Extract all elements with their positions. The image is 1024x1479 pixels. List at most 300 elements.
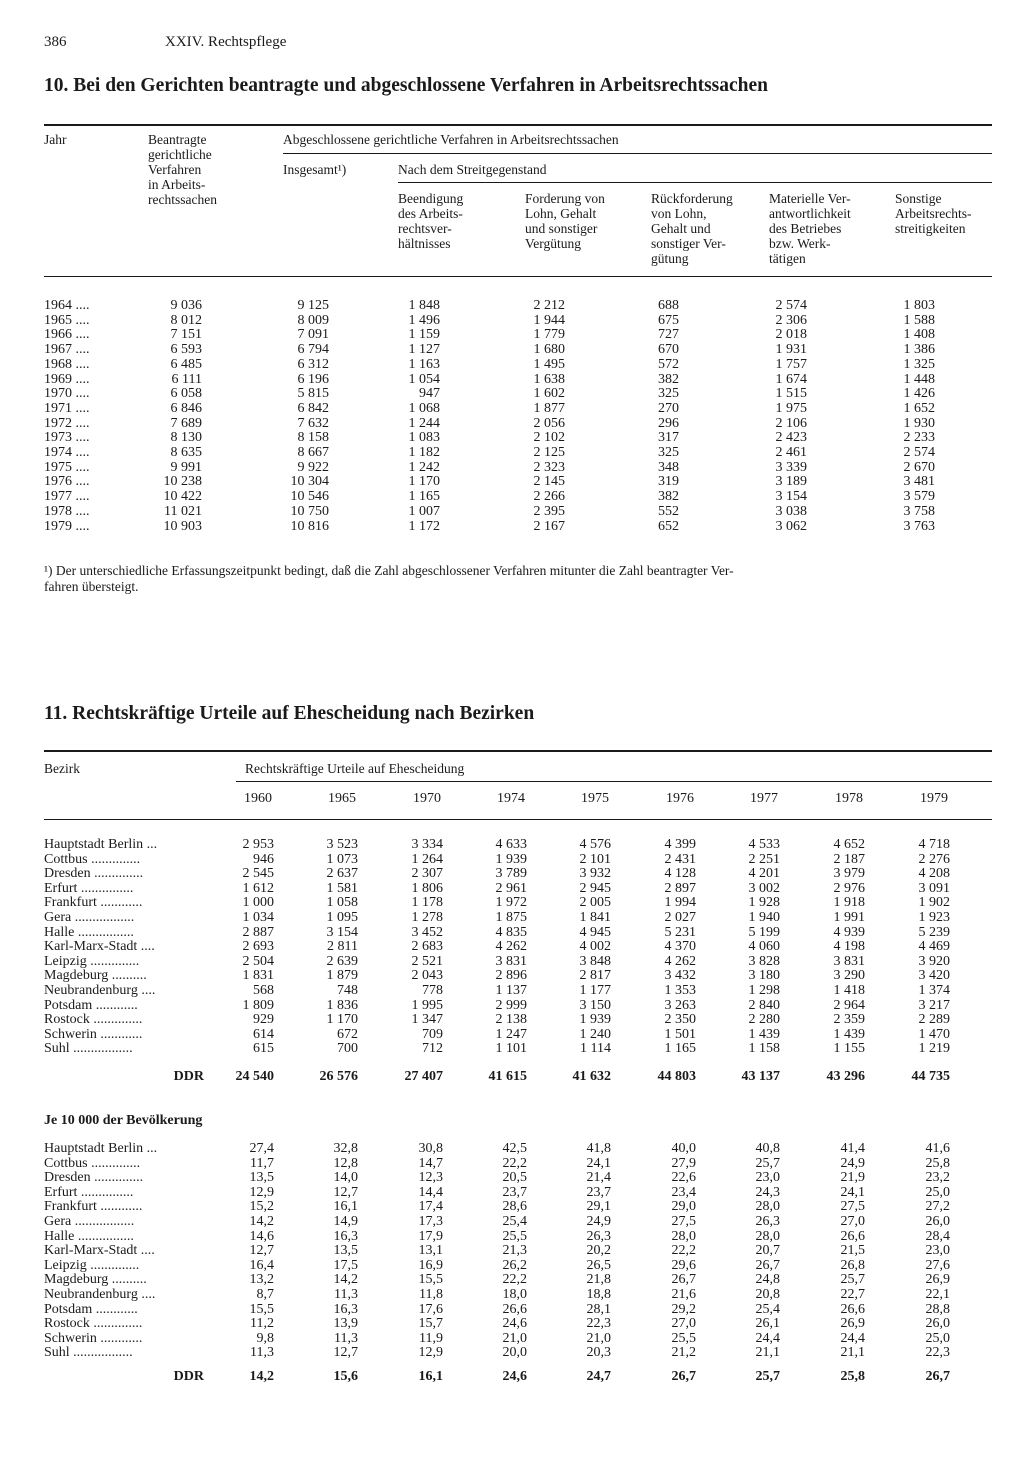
bezirk-cell: Halle ................ [44, 1229, 134, 1244]
value-cell: 1 170 [408, 474, 440, 489]
value-cell: 1 264 [411, 852, 443, 867]
value-cell: 3 038 [775, 504, 807, 519]
value-cell: 12,7 [333, 1345, 358, 1360]
value-cell: 27,6 [925, 1258, 950, 1273]
value-cell: 21,0 [586, 1331, 611, 1346]
value-cell: 1 386 [903, 342, 935, 357]
value-cell: 1 095 [326, 910, 358, 925]
value-cell: 24,3 [755, 1185, 780, 1200]
table11-top-rule [44, 750, 992, 752]
value-cell: 3 848 [579, 954, 611, 969]
value-cell: 675 [658, 313, 679, 328]
bezirk-cell: Cottbus .............. [44, 1156, 141, 1171]
value-cell: 8 158 [297, 430, 329, 445]
value-cell: 4 060 [748, 939, 780, 954]
value-cell: 319 [658, 474, 679, 489]
value-cell: 1 244 [408, 416, 440, 431]
value-cell: 25,4 [502, 1214, 527, 1229]
value-cell: 2 359 [833, 1012, 865, 1027]
table10-header-insgesamt: Insgesamt¹) [283, 162, 347, 177]
value-cell: 14,9 [333, 1214, 358, 1229]
value-cell: 325 [658, 386, 679, 401]
table10-group-rule [283, 153, 992, 154]
value-cell: 21,3 [502, 1243, 527, 1258]
header-line: des Betriebes [769, 221, 842, 236]
value-cell: 15,5 [249, 1302, 274, 1317]
value-cell: 2 101 [579, 852, 611, 867]
value-cell: 3 523 [326, 837, 358, 852]
value-cell: 1 298 [748, 983, 780, 998]
value-cell: 21,1 [840, 1345, 865, 1360]
value-cell: 2 289 [918, 1012, 950, 1027]
value-cell: 18,8 [586, 1287, 611, 1302]
bezirk-cell: Magdeburg .......... [44, 1272, 147, 1287]
value-cell: 6 842 [297, 401, 329, 416]
table10-header-rueckforderung [651, 191, 733, 266]
value-cell: 3 189 [775, 474, 807, 489]
year-cell: 1966 .... [44, 327, 90, 342]
value-cell: 9 922 [297, 460, 329, 475]
value-cell: 2 266 [533, 489, 565, 504]
value-cell: 2 461 [775, 445, 807, 460]
value-cell: 1 806 [411, 881, 443, 896]
value-cell: 652 [658, 519, 679, 534]
year-cell: 1965 .... [44, 313, 90, 328]
value-cell: 8 667 [297, 445, 329, 460]
value-cell: 23,0 [755, 1170, 780, 1185]
value-cell: 1 137 [495, 983, 527, 998]
year-cell: 1964 .... [44, 298, 90, 313]
value-cell: 1 501 [664, 1027, 696, 1042]
value-cell: 3 263 [664, 998, 696, 1013]
bezirk-cell: Potsdam ............ [44, 1302, 138, 1317]
value-cell: 2 423 [775, 430, 807, 445]
total-value: 25,8 [840, 1369, 865, 1384]
value-cell: 2 945 [579, 881, 611, 896]
value-cell: 26,0 [925, 1316, 950, 1331]
value-cell: 10 422 [163, 489, 202, 504]
value-cell: 3 002 [748, 881, 780, 896]
value-cell: 24,1 [840, 1185, 865, 1200]
value-cell: 17,5 [333, 1258, 358, 1273]
value-cell: 23,4 [671, 1185, 696, 1200]
value-cell: 1 918 [833, 895, 865, 910]
value-cell: 11,3 [334, 1287, 358, 1302]
value-cell: 13,5 [249, 1170, 274, 1185]
value-cell: 1 994 [664, 895, 696, 910]
table10-header-bottom-rule [44, 276, 992, 277]
value-cell: 1 034 [242, 910, 274, 925]
value-cell: 3 831 [495, 954, 527, 969]
value-cell: 1 470 [918, 1027, 950, 1042]
value-cell: 8 635 [170, 445, 202, 460]
value-cell: 2 276 [918, 852, 950, 867]
value-cell: 8 130 [170, 430, 202, 445]
value-cell: 12,9 [249, 1185, 274, 1200]
value-cell: 24,4 [755, 1331, 780, 1346]
year-cell: 1970 .... [44, 386, 90, 401]
value-cell: 2 976 [833, 881, 865, 896]
table10-header-materielle [769, 191, 851, 266]
header-line: rechtsver- [398, 221, 452, 236]
header-line: Materielle Ver- [769, 191, 851, 206]
header-line: Beendigung [398, 191, 464, 206]
value-cell: 8,7 [256, 1287, 274, 1302]
year-cell: 1976 .... [44, 474, 90, 489]
value-cell: 6 111 [171, 372, 202, 387]
value-cell: 25,4 [755, 1302, 780, 1317]
value-cell: 712 [422, 1041, 443, 1056]
value-cell: 1 779 [533, 327, 565, 342]
bezirk-cell: Karl-Marx-Stadt .... [44, 939, 155, 954]
value-cell: 3 432 [664, 968, 696, 983]
value-cell: 1 848 [408, 298, 440, 313]
value-cell: 16,9 [418, 1258, 443, 1273]
year-header: 1979 [920, 791, 948, 806]
value-cell: 2 251 [748, 852, 780, 867]
value-cell: 7 689 [170, 416, 202, 431]
value-cell: 3 920 [918, 954, 950, 969]
table10-header-sonstige [895, 191, 971, 236]
value-cell: 25,5 [671, 1331, 696, 1346]
total-value: 44 803 [657, 1069, 696, 1084]
value-cell: 3 763 [903, 519, 935, 534]
value-cell: 3 452 [411, 925, 443, 940]
value-cell: 1 158 [748, 1041, 780, 1056]
value-cell: 4 718 [918, 837, 950, 852]
page-number: 386 [44, 34, 67, 50]
value-cell: 28,6 [502, 1199, 527, 1214]
value-cell: 2 953 [242, 837, 274, 852]
value-cell: 27,9 [671, 1156, 696, 1171]
value-cell: 1 054 [408, 372, 440, 387]
value-cell: 15,5 [418, 1272, 443, 1287]
value-cell: 2 307 [411, 866, 443, 881]
value-cell: 2 350 [664, 1012, 696, 1027]
table11-header-group: Rechtskräftige Urteile auf Ehescheidung [245, 761, 465, 776]
year-cell: 1974 .... [44, 445, 90, 460]
table10-top-rule [44, 124, 992, 126]
header-line: Arbeitsrechts- [895, 206, 972, 221]
value-cell: 2 545 [242, 866, 274, 881]
value-cell: 4 262 [664, 954, 696, 969]
value-cell: 3 979 [833, 866, 865, 881]
value-cell: 3 290 [833, 968, 865, 983]
value-cell: 12,7 [249, 1243, 274, 1258]
value-cell: 22,3 [925, 1345, 950, 1360]
value-cell: 727 [658, 327, 679, 342]
value-cell: 946 [253, 852, 274, 867]
value-cell: 41,8 [586, 1141, 611, 1156]
value-cell: 1 114 [580, 1041, 611, 1056]
value-cell: 3 932 [579, 866, 611, 881]
value-cell: 1 159 [408, 327, 440, 342]
bezirk-cell: Suhl ................. [44, 1041, 133, 1056]
value-cell: 670 [658, 342, 679, 357]
value-cell: 21,5 [840, 1243, 865, 1258]
value-cell: 9 036 [170, 298, 202, 313]
year-cell: 1973 .... [44, 430, 90, 445]
value-cell: 28,0 [755, 1199, 780, 1214]
year-cell: 1969 .... [44, 372, 90, 387]
value-cell: 2 431 [664, 852, 696, 867]
year-cell: 1967 .... [44, 342, 90, 357]
value-cell: 947 [419, 386, 440, 401]
value-cell: 28,4 [925, 1229, 950, 1244]
value-cell: 672 [337, 1027, 358, 1042]
bezirk-cell: Hauptstadt Berlin ... [44, 837, 158, 852]
year-header: 1977 [750, 791, 778, 806]
table10-footnote [44, 563, 734, 595]
header-line: gerichtliche [148, 147, 212, 162]
value-cell: 8 012 [170, 313, 202, 328]
value-cell: 1 172 [408, 519, 440, 534]
value-cell: 11,2 [250, 1316, 274, 1331]
value-cell: 709 [422, 1027, 443, 1042]
value-cell: 2 145 [533, 474, 565, 489]
value-cell: 1 178 [411, 895, 443, 910]
value-cell: 552 [658, 504, 679, 519]
value-cell: 1 680 [533, 342, 565, 357]
value-cell: 26,0 [925, 1214, 950, 1229]
value-cell: 615 [253, 1041, 274, 1056]
value-cell: 4 399 [664, 837, 696, 852]
value-cell: 1 581 [326, 881, 358, 896]
header-line: Vergütung [525, 236, 581, 251]
value-cell: 700 [337, 1041, 358, 1056]
value-cell: 1 515 [775, 386, 807, 401]
value-cell: 7 151 [170, 327, 202, 342]
value-cell: 17,6 [418, 1302, 443, 1317]
value-cell: 5 815 [297, 386, 329, 401]
value-cell: 2 840 [748, 998, 780, 1013]
header-line: tätigen [769, 251, 806, 266]
year-cell: 1979 .... [44, 519, 90, 534]
value-cell: 12,8 [333, 1156, 358, 1171]
value-cell: 6 846 [170, 401, 202, 416]
header-line: Rückforderung [651, 191, 733, 206]
value-cell: 1 170 [326, 1012, 358, 1027]
value-cell: 4 208 [918, 866, 950, 881]
value-cell: 10 304 [290, 474, 329, 489]
year-header: 1970 [413, 791, 441, 806]
header-line: und sonstiger [525, 221, 598, 236]
value-cell: 317 [658, 430, 679, 445]
value-cell: 27,0 [840, 1214, 865, 1229]
value-cell: 26,6 [840, 1302, 865, 1317]
value-cell: 1 165 [408, 489, 440, 504]
value-cell: 1 652 [903, 401, 935, 416]
total-value: 25,7 [755, 1369, 780, 1384]
value-cell: 1 674 [775, 372, 807, 387]
value-cell: 1 426 [903, 386, 935, 401]
value-cell: 4 198 [833, 939, 865, 954]
value-cell: 11,8 [419, 1287, 443, 1302]
value-cell: 3 339 [775, 460, 807, 475]
value-cell: 14,4 [418, 1185, 443, 1200]
value-cell: 6 058 [170, 386, 202, 401]
value-cell: 16,3 [333, 1302, 358, 1317]
value-cell: 4 002 [579, 939, 611, 954]
value-cell: 2 106 [775, 416, 807, 431]
value-cell: 688 [658, 298, 679, 313]
value-cell: 1 007 [408, 504, 440, 519]
value-cell: 2 693 [242, 939, 274, 954]
value-cell: 7 632 [297, 416, 329, 431]
header-line: Sonstige [895, 191, 942, 206]
value-cell: 16,3 [333, 1229, 358, 1244]
header-line: Lohn, Gehalt [525, 206, 597, 221]
value-cell: 929 [253, 1012, 274, 1027]
bezirk-cell: Leipzig .............. [44, 1258, 140, 1273]
bezirk-cell: Rostock .............. [44, 1012, 143, 1027]
value-cell: 1 163 [408, 357, 440, 372]
year-header: 1965 [328, 791, 356, 806]
value-cell: 3 758 [903, 504, 935, 519]
total-value: 24,6 [502, 1369, 527, 1384]
value-cell: 1 995 [411, 998, 443, 1013]
value-cell: 1 809 [242, 998, 274, 1013]
value-cell: 2 637 [326, 866, 358, 881]
value-cell: 26,2 [502, 1258, 527, 1273]
table10-header-jahr: Jahr [44, 132, 67, 147]
header-line: in Arbeits- [148, 177, 206, 192]
value-cell: 27,5 [840, 1199, 865, 1214]
table10-header-beantragte [148, 132, 217, 207]
value-cell: 6 196 [297, 372, 329, 387]
value-cell: 3 154 [326, 925, 358, 940]
total-value: 43 296 [826, 1069, 865, 1084]
value-cell: 21,0 [502, 1331, 527, 1346]
value-cell: 6 312 [297, 357, 329, 372]
value-cell: 1 991 [833, 910, 865, 925]
value-cell: 20,0 [502, 1345, 527, 1360]
value-cell: 3 831 [833, 954, 865, 969]
value-cell: 29,2 [671, 1302, 696, 1317]
bezirk-cell: Potsdam ............ [44, 998, 138, 1013]
year-header: 1976 [666, 791, 694, 806]
bezirk-cell: Schwerin ............ [44, 1331, 143, 1346]
header-line: antwortlichkeit [769, 206, 851, 221]
value-cell: 12,3 [418, 1170, 443, 1185]
header-line: Gehalt und [651, 221, 711, 236]
table10-title: 10. Bei den Gerichten beantragte und abgeschlossene Verfahren in Arbeitsrechtssachen [44, 75, 769, 96]
value-cell: 1 439 [833, 1027, 865, 1042]
value-cell: 1 347 [411, 1012, 443, 1027]
value-cell: 382 [658, 489, 679, 504]
value-cell: 28,8 [925, 1302, 950, 1317]
value-cell: 2 999 [495, 998, 527, 1013]
value-cell: 1 831 [242, 968, 274, 983]
value-cell: 2 504 [242, 954, 274, 969]
year-cell: 1977 .... [44, 489, 90, 504]
table11-title: 11. Rechtskräftige Urteile auf Ehescheidung nach Bezirken [44, 703, 535, 724]
value-cell: 24,8 [755, 1272, 780, 1287]
value-cell: 6 593 [170, 342, 202, 357]
value-cell: 5 231 [664, 925, 696, 940]
value-cell: 4 633 [495, 837, 527, 852]
bezirk-cell: Erfurt ............... [44, 1185, 134, 1200]
total-label: DDR [173, 1369, 204, 1384]
table10-subgroup-rule [398, 182, 992, 183]
value-cell: 3 091 [918, 881, 950, 896]
value-cell: 2 817 [579, 968, 611, 983]
value-cell: 26,6 [502, 1302, 527, 1317]
value-cell: 2 323 [533, 460, 565, 475]
bezirk-cell: Rostock .............. [44, 1316, 143, 1331]
total-value: 24 540 [235, 1069, 274, 1084]
value-cell: 22,3 [586, 1316, 611, 1331]
value-cell: 25,7 [840, 1272, 865, 1287]
value-cell: 13,9 [333, 1316, 358, 1331]
value-cell: 1 931 [775, 342, 807, 357]
value-cell: 29,6 [671, 1258, 696, 1273]
value-cell: 2 670 [903, 460, 935, 475]
value-cell: 3 579 [903, 489, 935, 504]
table10-header-forderung [525, 191, 605, 251]
value-cell: 2 683 [411, 939, 443, 954]
value-cell: 296 [658, 416, 679, 431]
value-cell: 2 212 [533, 298, 565, 313]
value-cell: 382 [658, 372, 679, 387]
value-cell: 2 521 [411, 954, 443, 969]
value-cell: 21,4 [586, 1170, 611, 1185]
bezirk-cell: Hauptstadt Berlin ... [44, 1141, 158, 1156]
value-cell: 25,0 [925, 1331, 950, 1346]
value-cell: 14,6 [249, 1229, 274, 1244]
total-value: 26,7 [671, 1369, 696, 1384]
bezirk-cell: Gera ................. [44, 1214, 135, 1229]
value-cell: 28,1 [586, 1302, 611, 1317]
value-cell: 2 138 [495, 1012, 527, 1027]
value-cell: 1 353 [664, 983, 696, 998]
value-cell: 1 408 [903, 327, 935, 342]
total-value: 41 615 [488, 1069, 527, 1084]
total-value: 24,7 [586, 1369, 611, 1384]
value-cell: 9 125 [297, 298, 329, 313]
bezirk-cell: Neubrandenburg .... [44, 983, 156, 998]
table11-group-rule [236, 781, 992, 782]
value-cell: 24,9 [586, 1214, 611, 1229]
value-cell: 614 [253, 1027, 274, 1042]
value-cell: 1 940 [748, 910, 780, 925]
total-value: 16,1 [418, 1369, 443, 1384]
header-line: bzw. Werk- [769, 236, 831, 251]
value-cell: 15,7 [418, 1316, 443, 1331]
value-cell: 10 546 [290, 489, 329, 504]
value-cell: 2 102 [533, 430, 565, 445]
value-cell: 1 439 [748, 1027, 780, 1042]
value-cell: 4 128 [664, 866, 696, 881]
year-cell: 1971 .... [44, 401, 90, 416]
total-value: 44 735 [911, 1069, 950, 1084]
value-cell: 2 574 [903, 445, 935, 460]
value-cell: 5 199 [748, 925, 780, 940]
header-line: hältnisses [398, 236, 451, 251]
value-cell: 1 923 [918, 910, 950, 925]
value-cell: 1 083 [408, 430, 440, 445]
bezirk-cell: Halle ................ [44, 925, 134, 940]
bezirk-cell: Frankfurt ............ [44, 1199, 143, 1214]
year-cell: 1972 .... [44, 416, 90, 431]
value-cell: 2 811 [327, 939, 358, 954]
value-cell: 25,0 [925, 1185, 950, 1200]
bezirk-cell: Suhl ................. [44, 1345, 133, 1360]
year-header: 1975 [581, 791, 609, 806]
total-value: 43 137 [741, 1069, 780, 1084]
value-cell: 21,8 [586, 1272, 611, 1287]
value-cell: 27,5 [671, 1214, 696, 1229]
